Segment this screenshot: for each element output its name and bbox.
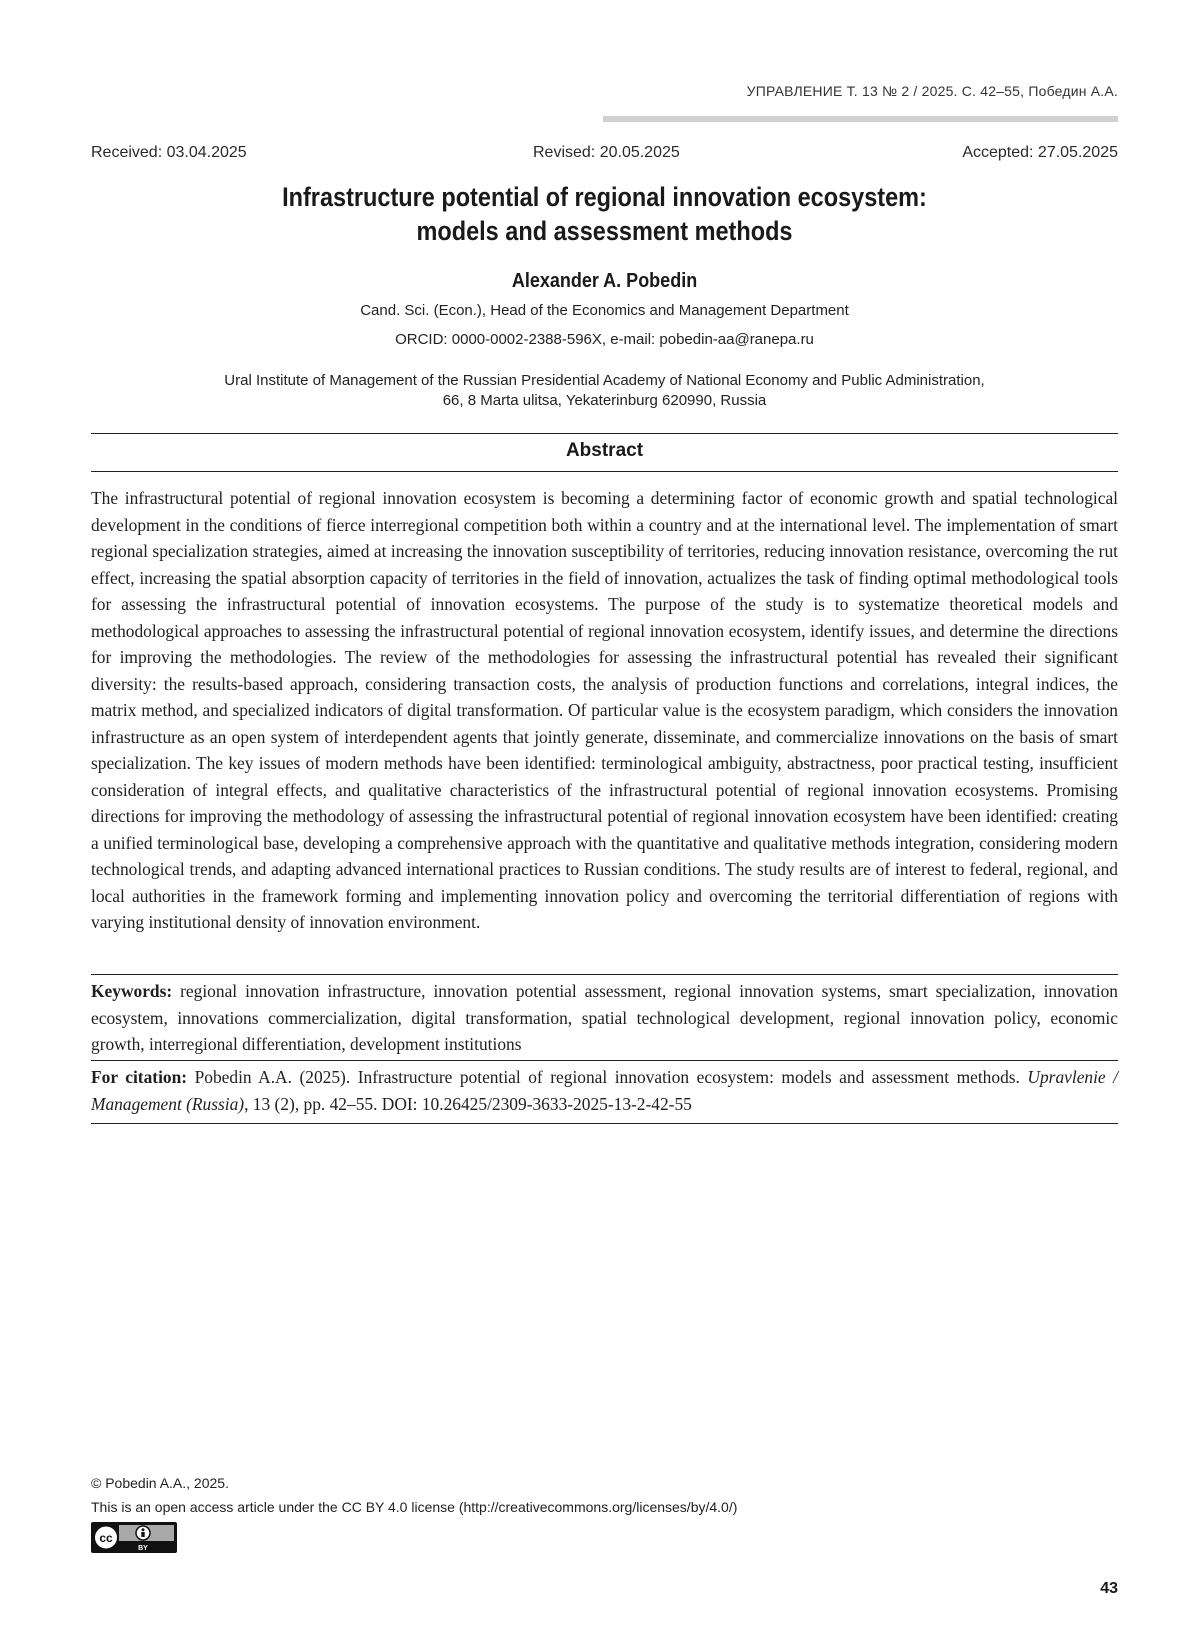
by-label: BY: [138, 1545, 148, 1552]
citation-label: For citation:: [91, 1067, 188, 1087]
by-person-head: [142, 1528, 145, 1531]
title-line: models and assessment methods: [416, 216, 793, 246]
header-bar: [603, 116, 1118, 122]
divider: [91, 1060, 1118, 1061]
title-line: Infrastructure potential of regional innovation ecosystem:: [282, 182, 927, 212]
keywords-label: Keywords:: [91, 981, 173, 1001]
keywords: [91, 978, 1118, 1058]
citation-details: , 13 (2), pp. 42–55. DOI: 10.26425/2309-3633-2025-13-2-42-55: [244, 1093, 692, 1114]
author-position: Cand. Sci. (Econ.), Head of the Economics and Management Department: [360, 302, 849, 319]
license-notice: This is an open access article under the CC BY 4.0 license (http://creativecommons.org/licenses/by/4.0/): [91, 1499, 738, 1515]
citation-journal: Upravlenie / Management (Russia): [91, 1067, 1119, 1114]
institution: Ural Institute of Management of the Russian Presidential Academy of National Economy and Public Administration,: [224, 372, 985, 389]
cc-by-license-icon: [91, 1522, 177, 1553]
copyright-notice: © Pobedin A.A., 2025.: [91, 1475, 229, 1491]
by-person-body: [141, 1532, 144, 1537]
accepted-date: Accepted: 27.05.2025: [962, 144, 1118, 161]
divider: [91, 974, 1118, 975]
received-date: Received: 03.04.2025: [91, 144, 247, 161]
author-contact: ORCID: 0000-0002-2388-596X, e-mail: pobedin-aa@ranepa.ru: [395, 331, 814, 348]
abstract-body: The infrastructural potential of regional innovation ecosystem is becoming a determining factor of economic growth and spatial technological development in the conditions of fierce interregional competition both within a country and at the international level. The implementation of smart regional specialization strategies, aimed at increasing the innovation susceptibility of territories, reducing innovation resistance, overcoming the rut effect, increasing the spatial absorption capacity of territories in the field of innovation, actualizes the task of finding optimal methodological tools for assessing the infrastructural potential of innovation ecosystems. The purpose of the study is to systematize theoretical models and methodological approaches to assessing the infrastructural potential of regional innovation ecosystem, identify issues, and determine the directions for improving the methodologies. The review of the methodologies for assessing the infrastructural potential has revealed their significant diversity: the results-based approach, considering transaction costs, the analysis of production functions and correlations, integral indices, the matrix method, and specialized indicators of digital transformation. Of particular value is the ecosystem paradigm, which considers the innovation infrastructure as an open system of interdependent agents that jointly generate, disseminate, and commercialize innovations on the basis of smart specialization. The key issues of modern methods have been identified: terminological ambiguity, abstractness, poor practical testing, insufficient consideration of integral effects, and qualitative characteristics of the infrastructural potential of regional innovation ecosystems. Promising directions for improving the methodology of assessing the infrastructural potential of regional innovation ecosystem have been identified: creating a unified terminological base, developing a comprehensive approach with the quantitative and qualitative methods integration, considering modern technological trends, and adapting advanced international practices to Russian conditions. The study results are of interest to federal, regional, and local authorities in the framework forming and implementing innovation policy and overcoming the territorial differentiation of regions with varying institutional density of innovation environment.: [91, 488, 1118, 932]
institution-address: 66, 8 Marta ulitsa, Yekaterinburg 620990, Russia: [442, 392, 767, 409]
article-title: [158, 180, 1051, 248]
revised-date: Revised: 20.05.2025: [533, 144, 680, 161]
abstract-heading: Abstract: [565, 440, 644, 461]
cc-mark: cc: [99, 1531, 113, 1545]
citation: [91, 1064, 1118, 1117]
page-number: 43: [1100, 1580, 1118, 1597]
author-name: Alexander A. Pobedin: [511, 270, 698, 292]
cc-by-badge-graphic: [91, 1522, 177, 1553]
running-head: УПРАВЛЕНИЕ Т. 13 № 2 / 2025. С. 42–55, Победин А.А.: [746, 83, 1118, 99]
citation-text: Pobedin A.A. (2025). Infrastructure potential of regional innovation ecosystem: models and assessment methods.: [194, 1067, 1020, 1087]
keywords-text: regional innovation infrastructure, innovation potential assessment, regional innovation systems, smart specialization, innovation ecosystem, innovations commercialization, digital transformation, spatial technological development, regional innovation policy, economic growth, interregional differentiation, development institutions: [91, 981, 1118, 1054]
divider: [91, 1123, 1118, 1124]
divider: [91, 471, 1118, 472]
divider: [91, 433, 1118, 434]
